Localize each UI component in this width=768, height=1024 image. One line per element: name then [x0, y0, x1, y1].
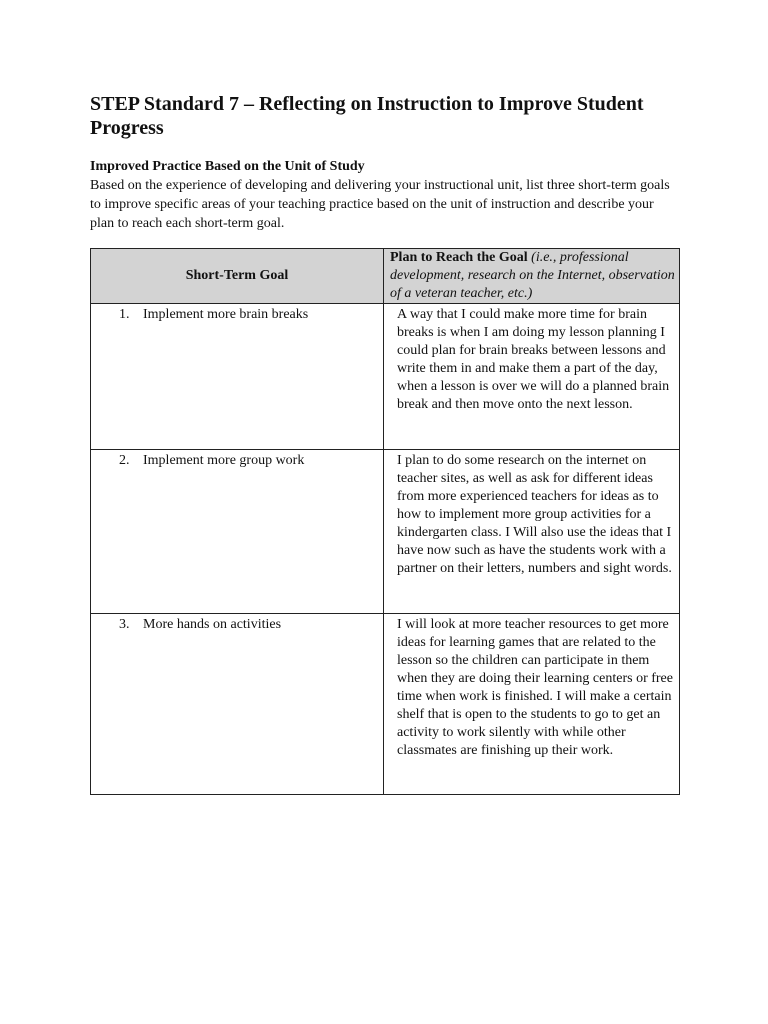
header-plan-to-reach-goal — [384, 249, 680, 304]
header-plan-bold: Plan to Reach the Goal — [390, 250, 528, 265]
header-plan-italic: (i.e., professional development, research on the Internet, observation of a veteran teacher, etc.) — [390, 250, 675, 301]
section-heading: Improved Practice Based on the Unit of Study — [90, 159, 365, 174]
document-page — [90, 92, 680, 758]
goal-text: More hands on activities — [143, 617, 282, 632]
goal-number: 3. — [119, 617, 130, 632]
plan-cell: I will look at more teacher resources to get more ideas for learning games that are related to the lesson so the children can participate in them when they are doing their learning centers or free time when work is finished. I will make a certain shelf that is open to the students to go to get an activity to work silently with while other classmates are finishing up their work. — [384, 614, 680, 795]
table-row — [91, 450, 680, 614]
table-header-row — [91, 249, 680, 304]
table-row — [91, 614, 680, 795]
intro-paragraph: Based on the experience of developing and delivering your instructional unit, list three short-term goals to improve specific areas of your teaching practice based on the unit of instruction and describe your plan to reach each short-term goal. — [90, 178, 670, 231]
document-title: STEP Standard 7 – Reflecting on Instruction to Improve Student Progress — [90, 93, 644, 139]
goal-text: Implement more group work — [143, 453, 305, 468]
plan-cell: A way that I could make more time for brain breaks is when I am doing my lesson planning I could plan for brain breaks between lessons and write them in and make them a part of the day, when a lesson is over we will do a planned brain break and then move onto the next lesson. — [384, 304, 680, 450]
goal-cell — [91, 450, 384, 614]
goal-cell — [91, 304, 384, 450]
goal-text: Implement more brain breaks — [143, 307, 309, 322]
goal-number: 2. — [119, 453, 130, 468]
header-short-term-goal: Short-Term Goal — [91, 249, 384, 304]
table-row — [91, 304, 680, 450]
goal-number: 1. — [119, 307, 130, 322]
plan-cell: I plan to do some research on the internet on teacher sites, as well as ask for different ideas from more experienced teachers for ideas as to how to implement more group activities for a kindergarten class. I Will also use the ideas that I have now such as have the students work with a partner on their letters, numbers and sight words. — [384, 450, 680, 614]
goal-cell — [91, 614, 384, 795]
goals-table — [90, 248, 680, 795]
